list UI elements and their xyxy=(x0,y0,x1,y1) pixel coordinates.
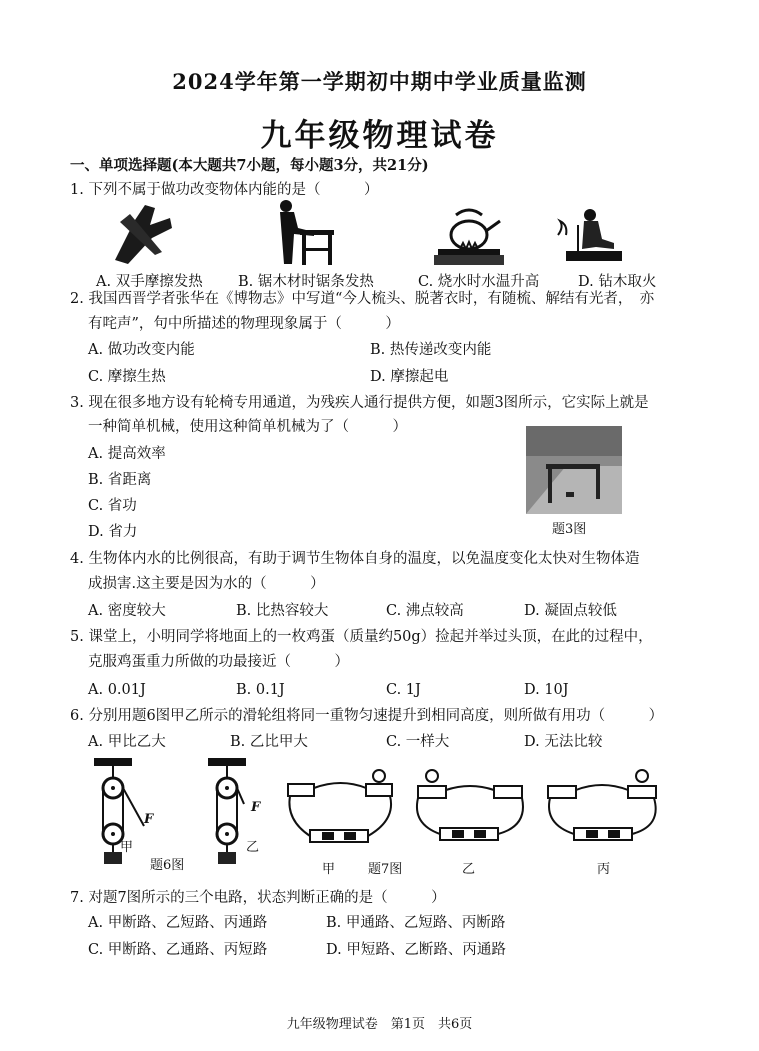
q3-option-d: D. 省力 xyxy=(88,524,138,540)
q7-option-b: B. 甲通路、乙短路、丙断路 xyxy=(326,915,506,931)
section-heading: 一、单项选择题(本大题共7小题，每小题3分，共21分) xyxy=(70,157,429,174)
fig6-label-jia: 甲 xyxy=(120,840,134,855)
q4-option-b: B. 比热容较大 xyxy=(236,603,329,619)
kettle-on-stove-icon xyxy=(430,205,508,267)
q3-option-c: C. 省功 xyxy=(88,498,137,514)
fig6-force-label-yi: F xyxy=(251,800,261,815)
q6-option-a: A. 甲比乙大 xyxy=(88,734,166,750)
q5-option-a: A. 0.01J xyxy=(88,682,146,698)
q3-line2: 一种简单机械，使用这种简单机械为了（ ） xyxy=(88,419,407,435)
rubbing-hands-icon xyxy=(100,200,180,268)
fig7-label-bing: 丙 xyxy=(597,862,611,877)
sawing-wood-icon xyxy=(268,198,340,270)
q1-option-d: D. 钻木取火 xyxy=(578,274,657,290)
q3-option-a: A. 提高效率 xyxy=(88,446,166,462)
fig6-caption: 题6图 xyxy=(150,858,185,873)
q1-stem: 1. 下列不属于做功改变物体内能的是（ ） xyxy=(70,182,379,198)
q7-stem: 7. 对题7图所示的三个电路，状态判断正确的是（ ） xyxy=(70,890,446,906)
fig7-label-jia: 甲 xyxy=(322,862,336,877)
drilling-fire-icon xyxy=(548,205,628,267)
q1-option-a: A. 双手摩擦发热 xyxy=(96,274,203,290)
q6-option-b: B. 乙比甲大 xyxy=(230,734,308,750)
fig6-force-label-jia: F xyxy=(144,812,154,827)
exam-title: 2024学年第一学期初中期中学业质量监测 xyxy=(172,69,587,94)
q2-line1: 2. 我国西晋学者张华在《博物志》中写道“今人梳头、脱著衣时，有随梳、解结有光者， 亦 xyxy=(70,291,655,307)
q1-option-b: B. 锯木材时锯条发热 xyxy=(238,274,374,290)
q3-line1: 3. 现在很多地方设有轮椅专用通道，为残疾人通行提供方便，如题3图所示，它实际上就是 xyxy=(70,395,649,411)
q2-option-d: D. 摩擦起电 xyxy=(370,369,449,385)
q1-option-c: C. 烧水时水温升高 xyxy=(418,274,540,290)
q5-line2: 克服鸡蛋重力所做的功最接近（ ） xyxy=(88,654,349,670)
q5-line1: 5. 课堂上，小明同学将地面上的一枚鸡蛋（质量约50g）捡起并举过头顶，在此的过程中， xyxy=(70,629,653,645)
q5-option-c: C. 1J xyxy=(386,682,421,698)
page-footer: 九年级物理试卷 第1页 共6页 xyxy=(286,1017,473,1032)
q6-stem: 6. 分别用题6图甲乙所示的滑轮组将同一重物匀速提升到相同高度，则所做有用功（ ） xyxy=(70,708,664,724)
exam-subtitle: 九年级物理试卷 xyxy=(260,118,499,154)
circuit-jia xyxy=(286,770,398,856)
q2-option-b: B. 热传递改变内能 xyxy=(370,342,492,358)
q3-option-b: B. 省距离 xyxy=(88,472,152,488)
q4-option-c: C. 沸点较高 xyxy=(386,603,464,619)
q4-line1: 4. 生物体内水的比例很高，有助于调节生物体自身的温度，以免温度变化太快对生物体造 xyxy=(70,551,640,567)
circuit-yi xyxy=(410,768,530,856)
fig7-label-yi: 乙 xyxy=(462,862,476,877)
fig6-label-yi: 乙 xyxy=(246,840,260,855)
q2-line2: 有咤声”，句中所描述的物理现象属于（ ） xyxy=(88,316,400,332)
q7-option-a: A. 甲断路、乙短路、丙通路 xyxy=(88,915,268,931)
circuit-bing xyxy=(544,766,664,856)
q7-option-d: D. 甲短路、乙断路、丙通路 xyxy=(326,942,506,958)
q4-option-d: D. 凝固点较低 xyxy=(524,603,617,619)
fig7-caption: 题7图 xyxy=(368,862,403,877)
q4-line2: 成损害.这主要是因为水的（ ） xyxy=(88,576,325,592)
q5-option-d: D. 10J xyxy=(524,682,569,698)
q2-option-a: A. 做功改变内能 xyxy=(88,342,195,358)
q4-option-a: A. 密度较大 xyxy=(88,603,166,619)
q7-option-c: C. 甲断路、乙通路、丙短路 xyxy=(88,942,268,958)
q5-option-b: B. 0.1J xyxy=(236,682,285,698)
fig3-caption: 题3图 xyxy=(552,522,587,537)
wheelchair-ramp-photo xyxy=(526,426,622,514)
q6-option-d: D. 无法比较 xyxy=(524,734,603,750)
q2-option-c: C. 摩擦生热 xyxy=(88,369,166,385)
q6-option-c: C. 一样大 xyxy=(386,734,450,750)
